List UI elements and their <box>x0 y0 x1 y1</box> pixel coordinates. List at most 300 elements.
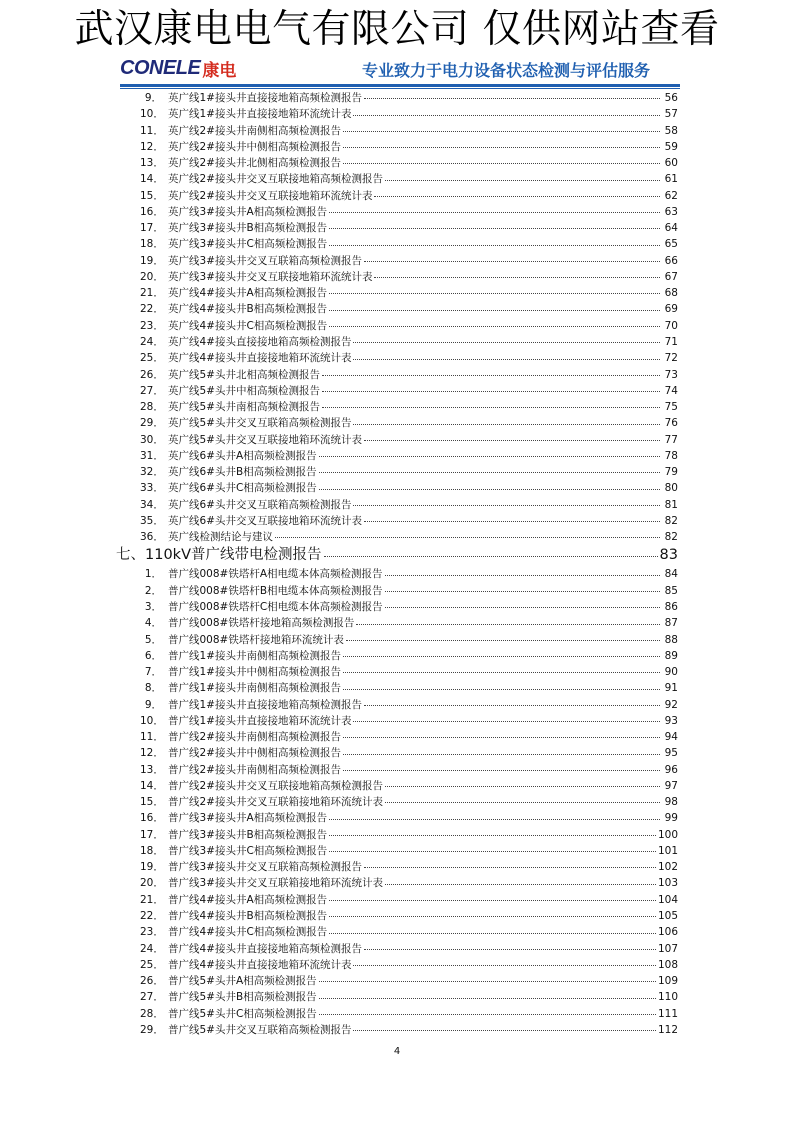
toc-entry[interactable] <box>140 680 678 696</box>
toc-entry-title: 英广线4#接头井B相高频检测报告 <box>168 303 328 316</box>
toc-entry-number: 22． <box>140 910 164 923</box>
toc-entry-title: 英广线5#头井北相高频检测报告 <box>168 368 320 381</box>
toc-entry-number: 35． <box>140 514 164 527</box>
leader-dots <box>324 555 658 557</box>
toc-entry-number: 16． <box>140 205 164 218</box>
toc-entry-page: 88 <box>664 633 678 646</box>
toc-entry[interactable] <box>140 697 678 713</box>
toc-entry-number: 19． <box>140 861 164 874</box>
toc-entry[interactable] <box>140 106 678 122</box>
toc-entry-title: 普广线3#接头井B相高频检测报告 <box>168 828 328 841</box>
leader-dots <box>343 655 660 657</box>
leader-dots <box>353 720 660 722</box>
toc-entry[interactable] <box>140 155 678 171</box>
toc-entry-title: 英广线2#接头井交叉互联接地箱环流统计表 <box>168 189 373 202</box>
toc-entry-page: 111 <box>657 1007 678 1020</box>
toc-entry-page: 96 <box>664 763 678 776</box>
toc-entry-title: 普广线008#铁塔杆C相电缆本体高频检测报告 <box>168 600 383 613</box>
toc-entry-number: 9． <box>144 92 162 104</box>
toc-entry-number: 25． <box>140 352 164 365</box>
section-page: 83 <box>659 547 678 564</box>
toc-entry-page: 107 <box>657 942 678 955</box>
toc-entry-page: 98 <box>664 796 678 809</box>
toc-entry[interactable] <box>140 599 678 615</box>
toc-entry-title: 普广线5#头井A相高频检测报告 <box>168 975 317 988</box>
leader-dots <box>329 818 660 820</box>
toc-entry-number: 20． <box>140 270 164 283</box>
toc-entry-number: 28． <box>140 401 164 414</box>
toc-entry[interactable] <box>140 383 678 399</box>
toc-entry-title: 普广线1#接头井直接接地箱环流统计表 <box>168 714 352 727</box>
toc-entry-title: 普广线1#接头井中侧相高频检测报告 <box>168 666 341 679</box>
toc-entry[interactable] <box>140 664 678 680</box>
toc-entry-number: 18． <box>140 238 164 251</box>
leader-dots <box>322 390 660 392</box>
toc-entry[interactable] <box>140 123 678 139</box>
toc-entry[interactable] <box>140 318 678 334</box>
toc-entry-page: 90 <box>664 666 678 679</box>
leader-dots <box>385 785 660 787</box>
toc-entry[interactable] <box>140 513 678 529</box>
toc-entry-title: 普广线1#接头井直接接地箱高频检测报告 <box>168 698 362 711</box>
leader-dots <box>329 850 656 852</box>
leader-dots <box>385 179 660 181</box>
leader-dots <box>364 704 660 706</box>
toc-entry-title: 英广线6#头井交叉互联接地箱环流统计表 <box>168 514 362 527</box>
toc-entry-title: 英广线4#接头井A相高频检测报告 <box>168 287 328 300</box>
toc-entry-number: 28． <box>140 1007 164 1020</box>
leader-dots <box>385 590 660 592</box>
toc-entry-number: 36． <box>140 531 164 544</box>
toc-entry-number: 21． <box>140 287 164 300</box>
toc-entry[interactable] <box>140 810 678 826</box>
toc-entry-number: 14． <box>140 173 164 186</box>
toc-entry-title: 英广线4#接头井C相高频检测报告 <box>168 319 328 332</box>
leader-dots <box>322 406 660 408</box>
toc-entry-number: 13． <box>140 763 164 776</box>
toc-entry-page: 80 <box>664 482 678 495</box>
toc-entry-title: 英广线6#头井A相高频检测报告 <box>168 449 317 462</box>
leader-dots <box>329 915 656 917</box>
toc-entry-number: 10． <box>140 108 164 121</box>
toc-entry-title: 英广线1#接头井直接接地箱高频检测报告 <box>168 92 362 104</box>
toc-entry-page: 73 <box>664 368 678 381</box>
leader-dots <box>374 195 660 197</box>
toc-entry[interactable] <box>140 367 678 383</box>
toc-entry-page: 97 <box>664 779 678 792</box>
toc-entry-number: 14． <box>140 779 164 792</box>
header-divider <box>120 84 680 87</box>
toc-entry-title: 英广线5#头井中相高频检测报告 <box>168 384 320 397</box>
toc-entry[interactable] <box>140 253 678 269</box>
leader-dots <box>329 244 660 246</box>
toc-entry-number: 27． <box>140 384 164 397</box>
toc-entry-number: 29． <box>140 417 164 430</box>
toc-entry[interactable] <box>140 892 678 908</box>
toc-entry-number: 11． <box>140 124 164 137</box>
toc-entry-title: 英广线3#接头井C相高频检测报告 <box>168 238 328 251</box>
leader-dots <box>385 883 656 885</box>
toc-entry-page: 66 <box>664 254 678 267</box>
toc-entry-page: 58 <box>664 124 678 137</box>
toc-entry-title: 英广线3#接头井交叉互联接地箱环流统计表 <box>168 270 373 283</box>
toc-entry-page: 89 <box>664 649 678 662</box>
leader-dots <box>319 980 656 982</box>
toc-entry-page: 81 <box>664 498 678 511</box>
toc-entry-page: 101 <box>657 844 678 857</box>
section-number: 七、 <box>116 547 145 564</box>
toc-entry-number: 13． <box>140 157 164 170</box>
toc-entry-title: 普广线5#头井交叉互联箱高频检测报告 <box>168 1023 352 1036</box>
toc-entry-number: 24． <box>140 335 164 348</box>
toc-entry-title: 普广线1#接头井南侧相高频检测报告 <box>168 649 341 662</box>
leader-dots <box>353 504 660 506</box>
toc-entry-page: 110 <box>657 991 678 1004</box>
toc-entry-number: 26． <box>140 975 164 988</box>
toc-entry-title: 英广线5#头井南相高频检测报告 <box>168 401 320 414</box>
leader-dots <box>343 753 660 755</box>
toc-entry-page: 56 <box>664 92 678 104</box>
leader-dots <box>364 948 656 950</box>
toc-entry-title: 英广线3#接头井A相高频检测报告 <box>168 205 328 218</box>
toc-entry[interactable] <box>140 745 678 761</box>
toc-entry[interactable] <box>140 1022 678 1038</box>
toc-entry-number: 12． <box>140 747 164 760</box>
leader-dots <box>343 769 660 771</box>
toc-entry-title: 普广线5#头井B相高频检测报告 <box>168 991 317 1004</box>
toc-entry[interactable] <box>140 90 678 106</box>
header-divider-thin <box>120 88 680 89</box>
toc-entry-title: 英广线1#接头井直接接地箱环流统计表 <box>168 108 352 121</box>
leader-dots <box>343 671 660 673</box>
toc-entry[interactable] <box>140 269 678 285</box>
toc-entry-title: 普广线3#接头井交叉互联箱高频检测报告 <box>168 861 362 874</box>
toc-entry-title: 英广线6#头井C相高频检测报告 <box>168 482 317 495</box>
toc-entry-number: 11． <box>140 731 164 744</box>
toc-entry-number: 19． <box>140 254 164 267</box>
page-number: 4 <box>393 1046 401 1057</box>
toc-entry[interactable] <box>140 632 678 648</box>
toc-entry-page: 87 <box>664 617 678 630</box>
leader-dots <box>319 997 656 999</box>
leader-dots <box>353 964 655 966</box>
toc-entry-number: 24． <box>140 942 164 955</box>
leader-dots <box>329 932 656 934</box>
leader-dots <box>343 130 660 132</box>
toc-entry[interactable] <box>140 236 678 252</box>
toc-entry[interactable] <box>140 415 678 431</box>
toc-entry-title: 普广线1#接头井南侧相高频检测报告 <box>168 682 341 695</box>
toc-entry-number: 22． <box>140 303 164 316</box>
toc-entry-page: 85 <box>664 584 678 597</box>
toc-entry[interactable] <box>140 875 678 891</box>
toc-entry[interactable] <box>140 464 678 480</box>
leader-dots <box>329 899 656 901</box>
leader-dots <box>364 439 660 441</box>
toc-entry-title: 普广线3#接头井C相高频检测报告 <box>168 844 328 857</box>
toc-entry-page: 72 <box>664 352 678 365</box>
toc-entry-number: 12． <box>140 140 164 153</box>
toc-entry-number: 34． <box>140 498 164 511</box>
toc-entry-page: 62 <box>664 189 678 202</box>
toc-entry-title: 普广线008#铁塔杆接地箱环流统计表 <box>168 633 344 646</box>
toc-entry-number: 26． <box>140 368 164 381</box>
toc-entry-title: 普广线2#接头井交叉互联接地箱高频检测报告 <box>168 779 383 792</box>
toc-entry-number: 18． <box>140 844 164 857</box>
toc-entry-title: 英广线2#接头井南侧相高频检测报告 <box>168 124 341 137</box>
toc-entry[interactable] <box>140 301 678 317</box>
toc-entry-number: 3． <box>144 600 162 613</box>
leader-dots <box>353 423 660 425</box>
toc-entry[interactable] <box>140 497 678 513</box>
toc-entry-page: 94 <box>664 731 678 744</box>
leader-dots <box>319 455 660 457</box>
toc-entry[interactable] <box>140 285 678 301</box>
toc-entry-title: 普广线4#接头井直接接地箱环流统计表 <box>168 958 352 971</box>
toc-entry-title: 普广线008#铁塔杆接地箱高频检测报告 <box>168 617 355 630</box>
leader-dots <box>346 639 660 641</box>
toc-entry-number: 7． <box>144 666 162 679</box>
toc-entry-page: 91 <box>664 682 678 695</box>
toc-entry[interactable] <box>140 713 678 729</box>
toc-group-before <box>140 90 678 545</box>
toc-entry-page: 82 <box>664 514 678 527</box>
toc-entry-number: 31． <box>140 449 164 462</box>
toc-entry-number: 15． <box>140 189 164 202</box>
toc-entry-title: 普广线008#铁塔杆B相电缆本体高频检测报告 <box>168 584 383 597</box>
toc-entry-page: 93 <box>664 714 678 727</box>
toc-entry[interactable] <box>140 729 678 745</box>
toc-entry-title: 普广线3#接头井交叉互联箱接地箱环流统计表 <box>168 877 383 890</box>
toc-entry-title: 普广线2#接头井南侧相高频检测报告 <box>168 763 341 776</box>
toc-entry[interactable] <box>140 188 678 204</box>
toc-entry[interactable] <box>140 957 678 973</box>
page-header <box>120 56 680 84</box>
leader-dots <box>356 623 660 625</box>
leader-dots <box>275 536 660 538</box>
toc-entry-page: 61 <box>664 173 678 186</box>
toc-entry-page: 57 <box>664 108 678 121</box>
toc-entry-number: 17． <box>140 222 164 235</box>
toc-entry-title: 英广线2#接头井北侧相高频检测报告 <box>168 157 341 170</box>
toc-entry-number: 5． <box>144 633 162 646</box>
toc-entry-number: 6． <box>144 649 162 662</box>
leader-dots <box>329 834 656 836</box>
toc-entry-page: 70 <box>664 319 678 332</box>
logo-latin-text: CONELE <box>120 56 201 79</box>
toc-entry-page: 76 <box>664 417 678 430</box>
toc-entry-title: 普广线5#头井C相高频检测报告 <box>168 1007 317 1020</box>
table-of-contents <box>116 90 678 1038</box>
toc-entry-page: 65 <box>664 238 678 251</box>
toc-entry-page: 106 <box>657 926 678 939</box>
toc-entry-title: 英广线5#头井交叉互联箱高频检测报告 <box>168 417 352 430</box>
toc-entry-title: 英广线6#头井交叉互联箱高频检测报告 <box>168 498 352 511</box>
toc-entry-page: 79 <box>664 466 678 479</box>
toc-entry-title: 普广线4#接头井A相高频检测报告 <box>168 893 328 906</box>
leader-dots <box>385 801 660 803</box>
toc-entry-number: 23． <box>140 926 164 939</box>
toc-entry[interactable] <box>140 843 678 859</box>
leader-dots <box>319 1013 656 1015</box>
leader-dots <box>319 471 660 473</box>
toc-entry[interactable] <box>140 399 678 415</box>
toc-entry-number: 23． <box>140 319 164 332</box>
leader-dots <box>385 606 660 608</box>
toc-entry-title: 英广线4#接头直接接地箱高频检测报告 <box>168 335 352 348</box>
toc-entry[interactable] <box>140 204 678 220</box>
toc-entry[interactable] <box>140 615 678 631</box>
toc-entry-page: 59 <box>664 140 678 153</box>
leader-dots <box>364 97 660 99</box>
leader-dots <box>385 574 660 576</box>
leader-dots <box>343 736 660 738</box>
toc-group-after <box>140 566 678 1038</box>
toc-entry-page: 100 <box>657 828 678 841</box>
toc-entry-number: 9． <box>144 698 162 711</box>
leader-dots <box>343 688 660 690</box>
toc-entry-number: 30． <box>140 433 164 446</box>
section-title: 110kV普广线带电检测报告 <box>145 547 322 564</box>
toc-entry-page: 82 <box>664 531 678 544</box>
toc-entry-number: 1． <box>144 568 162 581</box>
toc-entry-page: 92 <box>664 698 678 711</box>
toc-entry-title: 普广线4#接头井C相高频检测报告 <box>168 926 328 939</box>
toc-entry-page: 67 <box>664 270 678 283</box>
leader-dots <box>343 162 660 164</box>
toc-entry-title: 英广线3#接头井B相高频检测报告 <box>168 222 328 235</box>
toc-entry-page: 77 <box>664 433 678 446</box>
toc-entry-number: 32． <box>140 466 164 479</box>
toc-entry-number: 27． <box>140 991 164 1004</box>
toc-section-heading[interactable] <box>116 545 678 566</box>
toc-entry[interactable] <box>140 794 678 810</box>
leader-dots <box>329 292 660 294</box>
toc-entry-page: 84 <box>664 568 678 581</box>
leader-dots <box>322 374 660 376</box>
leader-dots <box>353 341 660 343</box>
leader-dots <box>353 1029 655 1031</box>
toc-entry-title: 英广线检测结论与建议 <box>168 531 273 544</box>
toc-entry[interactable] <box>140 334 678 350</box>
toc-entry-title: 普广线4#接头井B相高频检测报告 <box>168 910 328 923</box>
toc-entry[interactable] <box>140 762 678 778</box>
toc-entry[interactable] <box>140 171 678 187</box>
toc-entry-page: 71 <box>664 335 678 348</box>
logo-chinese-text: 康电 <box>202 60 237 81</box>
watermark-text: 武汉康电电气有限公司 仅供网站查看 <box>74 7 720 52</box>
toc-entry-page: 95 <box>664 747 678 760</box>
toc-entry[interactable] <box>140 989 678 1005</box>
toc-entry-title: 普广线2#接头井中侧相高频检测报告 <box>168 747 341 760</box>
toc-entry[interactable] <box>140 941 678 957</box>
toc-entry-page: 74 <box>664 384 678 397</box>
toc-entry-title: 普广线4#接头井直接接地箱高频检测报告 <box>168 942 362 955</box>
toc-entry[interactable] <box>140 648 678 664</box>
toc-entry[interactable] <box>140 778 678 794</box>
toc-entry-number: 21． <box>140 893 164 906</box>
toc-entry-number: 25． <box>140 958 164 971</box>
toc-entry[interactable] <box>140 350 678 366</box>
toc-entry-number: 10． <box>140 714 164 727</box>
leader-dots <box>319 488 660 490</box>
toc-entry-page: 69 <box>664 303 678 316</box>
toc-entry[interactable] <box>140 480 678 496</box>
toc-entry[interactable] <box>140 908 678 924</box>
toc-entry[interactable] <box>140 583 678 599</box>
toc-entry-number: 33． <box>140 482 164 495</box>
toc-entry-page: 64 <box>664 222 678 235</box>
toc-entry-title: 英广线2#接头井交叉互联接地箱高频检测报告 <box>168 173 383 186</box>
toc-entry-number: 17． <box>140 828 164 841</box>
toc-entry[interactable] <box>140 827 678 843</box>
toc-entry-title: 英广线2#接头井中侧相高频检测报告 <box>168 140 341 153</box>
toc-entry[interactable] <box>140 973 678 989</box>
leader-dots <box>329 309 660 311</box>
toc-entry[interactable] <box>140 432 678 448</box>
toc-entry-number: 29． <box>140 1023 164 1036</box>
toc-entry[interactable] <box>140 220 678 236</box>
leader-dots <box>329 227 660 229</box>
toc-entry-page: 102 <box>657 861 678 874</box>
toc-entry-title: 英广线5#头井交叉互联接地箱环流统计表 <box>168 433 362 446</box>
toc-entry-page: 105 <box>657 910 678 923</box>
header-slogan: 专业致力于电力设备状态检测与评估服务 <box>361 61 650 80</box>
leader-dots <box>329 325 660 327</box>
toc-entry-page: 60 <box>664 157 678 170</box>
toc-entry[interactable] <box>140 924 678 940</box>
toc-entry-page: 112 <box>657 1023 678 1036</box>
toc-entry[interactable] <box>140 529 678 545</box>
toc-entry-number: 16． <box>140 812 164 825</box>
toc-entry-page: 104 <box>657 893 678 906</box>
toc-entry-number: 20． <box>140 877 164 890</box>
company-logo <box>120 56 236 80</box>
toc-entry-page: 78 <box>664 449 678 462</box>
toc-entry[interactable] <box>140 859 678 875</box>
toc-entry-number: 2． <box>144 584 162 597</box>
toc-entry-number: 15． <box>140 796 164 809</box>
toc-entry-page: 86 <box>664 600 678 613</box>
leader-dots <box>364 260 660 262</box>
toc-entry[interactable] <box>140 566 678 582</box>
toc-entry-title: 普广线2#接头井交叉互联箱接地箱环流统计表 <box>168 796 383 809</box>
toc-entry[interactable] <box>140 448 678 464</box>
toc-entry-title: 英广线3#接头井交叉互联箱高频检测报告 <box>168 254 362 267</box>
toc-entry-page: 68 <box>664 287 678 300</box>
leader-dots <box>364 866 656 868</box>
toc-entry-title: 普广线2#接头井南侧相高频检测报告 <box>168 731 341 744</box>
leader-dots <box>353 114 660 116</box>
toc-entry-title: 英广线4#接头井直接接地箱环流统计表 <box>168 352 352 365</box>
toc-entry-title: 普广线3#接头井A相高频检测报告 <box>168 812 328 825</box>
leader-dots <box>364 520 660 522</box>
leader-dots <box>374 276 660 278</box>
toc-entry[interactable] <box>140 139 678 155</box>
toc-entry-page: 99 <box>664 812 678 825</box>
leader-dots <box>343 146 660 148</box>
toc-entry-page: 109 <box>657 975 678 988</box>
leader-dots <box>329 211 660 213</box>
toc-entry-page: 108 <box>657 958 678 971</box>
toc-entry-title: 普广线008#铁塔杆A相电缆本体高频检测报告 <box>168 568 383 581</box>
toc-entry-page: 103 <box>657 877 678 890</box>
toc-entry-number: 8． <box>144 682 162 695</box>
toc-entry-page: 63 <box>664 205 678 218</box>
toc-entry-page: 75 <box>664 401 678 414</box>
toc-entry-title: 英广线6#头井B相高频检测报告 <box>168 466 317 479</box>
toc-entry[interactable] <box>140 1006 678 1022</box>
